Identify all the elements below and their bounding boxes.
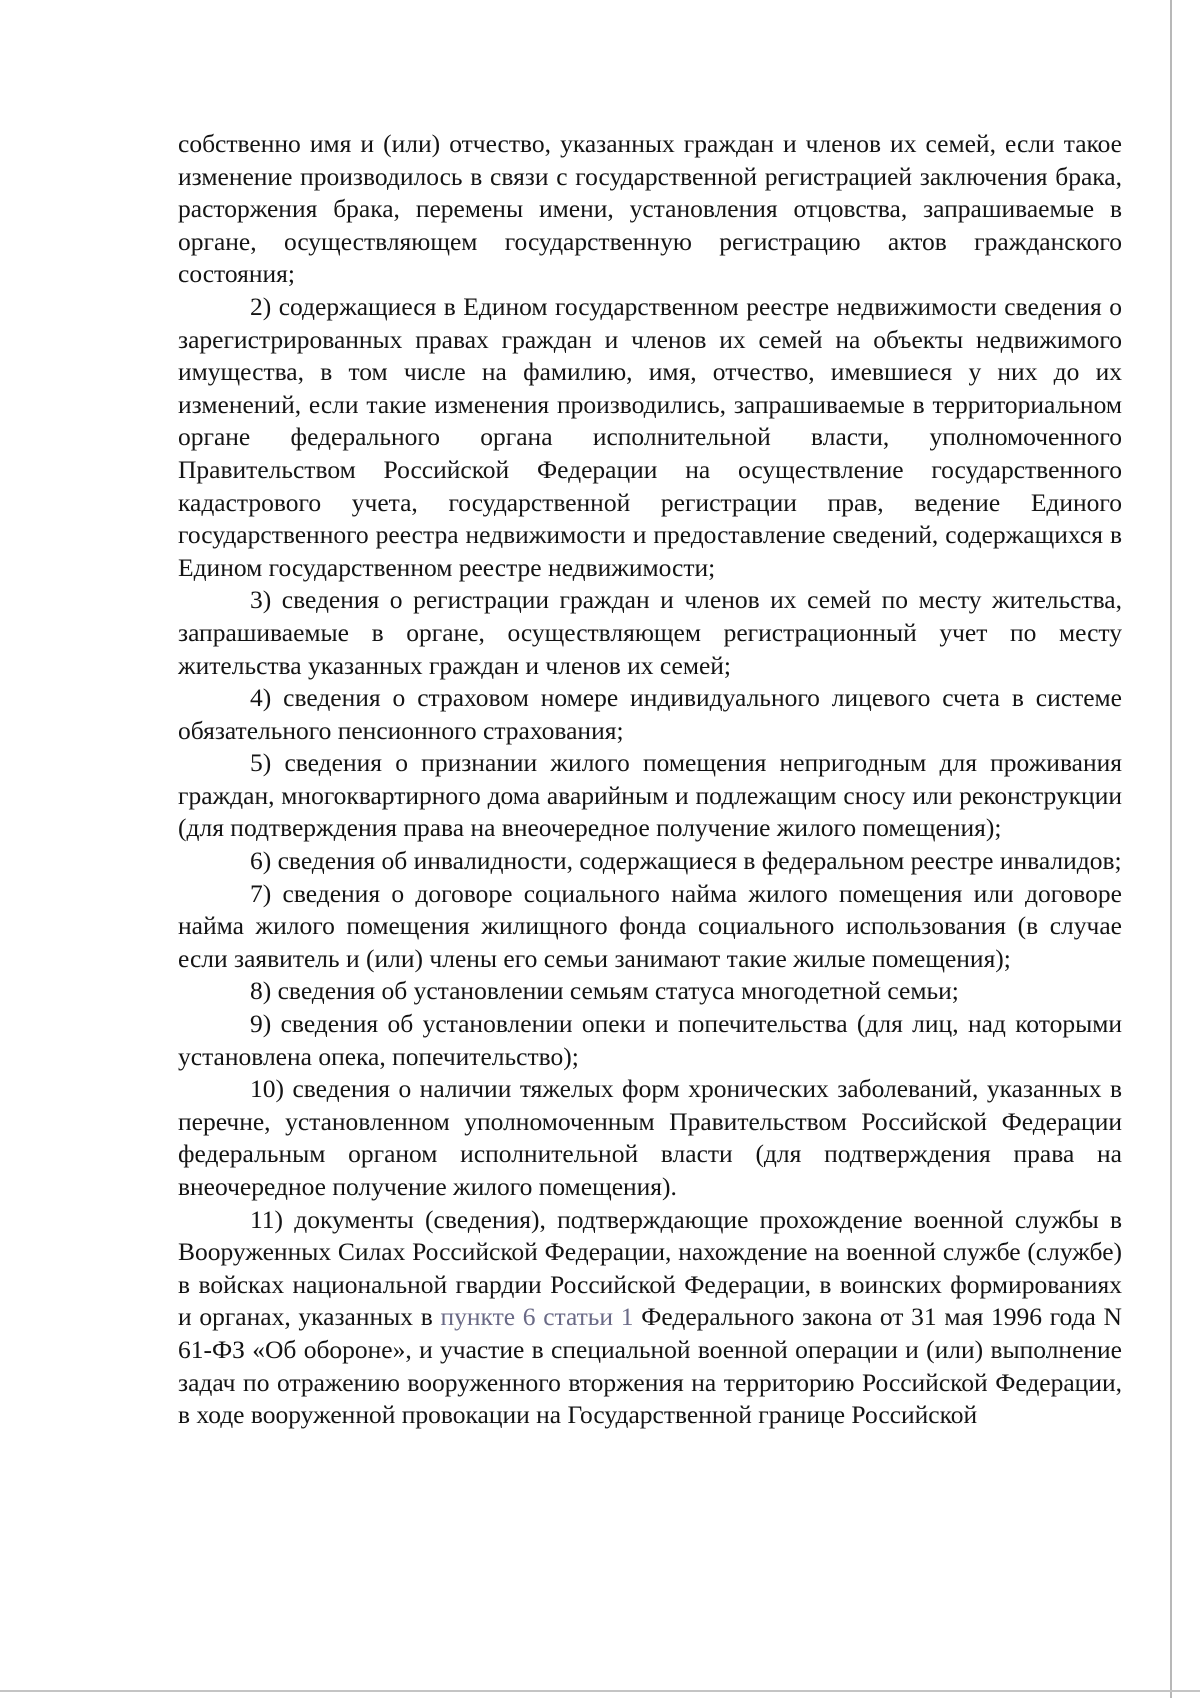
paragraph-item-8: 8) сведения об установлении семьям статуса многодетной семьи; bbox=[250, 976, 959, 1006]
scan-edge-right bbox=[1170, 0, 1172, 1698]
paragraph-continuation: собственно имя и (или) отчество, указанных граждан и членов их семей, если такое изменение производилось в связи с государственной регистрацией заключения брака, расторжения брака, перемены имени, установления отцовства, запрашиваемые в органе, осуществляющем государственную регистрацию актов гражданского состояния; bbox=[178, 129, 1122, 289]
scan-edge-bottom bbox=[0, 1690, 1200, 1692]
paragraph-item-3: 3) сведения о регистрации граждан и членов их семей по месту жительства, запрашиваемые в органе, осуществляющем регистрационный учет по месту жительства указанных граждан и членов их семей; bbox=[178, 585, 1122, 680]
paragraph-item-4: 4) сведения о страховом номере индивидуального лицевого счета в системе обязательного пенсионного страхования; bbox=[178, 683, 1122, 745]
law-reference-link[interactable]: пункте 6 статьи 1 bbox=[440, 1302, 634, 1332]
paragraph-item-6: 6) сведения об инвалидности, содержащиеся в федеральном реестре инвалидов; bbox=[250, 846, 1122, 876]
paragraph-item-11 bbox=[178, 1204, 1122, 1432]
paragraph-item-7: 7) сведения о договоре социального найма жилого помещения или договоре найма жилого помещения жилищного фонда социального использования (в случае если заявитель и (или) члены его семьи занимают такие жилые помещения); bbox=[178, 878, 1122, 973]
paragraph-item-11-text-after: Федерального закона от 31 мая 1996 года N 61-ФЗ «Об обороне», и участие в специальной военной операции и (или) выполнение задач по отражению вооруженного вторжения на территорию Российской Федерации, в ходе вооруженной провокации на Государственной границе Российской bbox=[178, 1302, 1122, 1430]
document-body bbox=[178, 128, 1122, 1432]
paragraph-item-5: 5) сведения о признании жилого помещения непригодным для проживания граждан, многоквартирного дома аварийным и подлежащим сносу или реконструкции (для подтверждения права на внеочередное получение жилого помещения); bbox=[178, 748, 1122, 843]
paragraph-item-11-text-before: 11) документы (сведения), подтверждающие прохождение военной службы в Вооруженных Силах Российской Федерации, нахождение на военной службе (службе) в войсках национальной гвардии Российской Федерации, в воинских формированиях и органах, указанных в bbox=[178, 1204, 1122, 1332]
paragraph-item-2: 2) содержащиеся в Едином государственном реестре недвижимости сведения о зарегистрированных правах граждан и членов их семей на объекты недвижимого имущества, в том числе на фамилию, имя, отчество, имевшиеся у них до их изменений, если такие изменения производились, запрашиваемые в территориальном органе федерального органа исполнительной власти, уполномоченного Правительством Российской Федерации на осуществление государственного кадастрового учета, государственной регистрации прав, ведение Единого государственного реестра недвижимости и предоставление сведений, содержащихся в Едином государственном реестре недвижимости; bbox=[178, 291, 1122, 582]
paragraph-item-9: 9) сведения об установлении опеки и попечительства (для лиц, над которыми установлена опека, попечительство); bbox=[178, 1009, 1122, 1071]
paragraph-item-10: 10) сведения о наличии тяжелых форм хронических заболеваний, указанных в перечне, установленном уполномоченным Правительством Российской Федерации федеральным органом исполнительной власти (для подтверждения права на внеочередное получение жилого помещения). bbox=[178, 1074, 1122, 1201]
